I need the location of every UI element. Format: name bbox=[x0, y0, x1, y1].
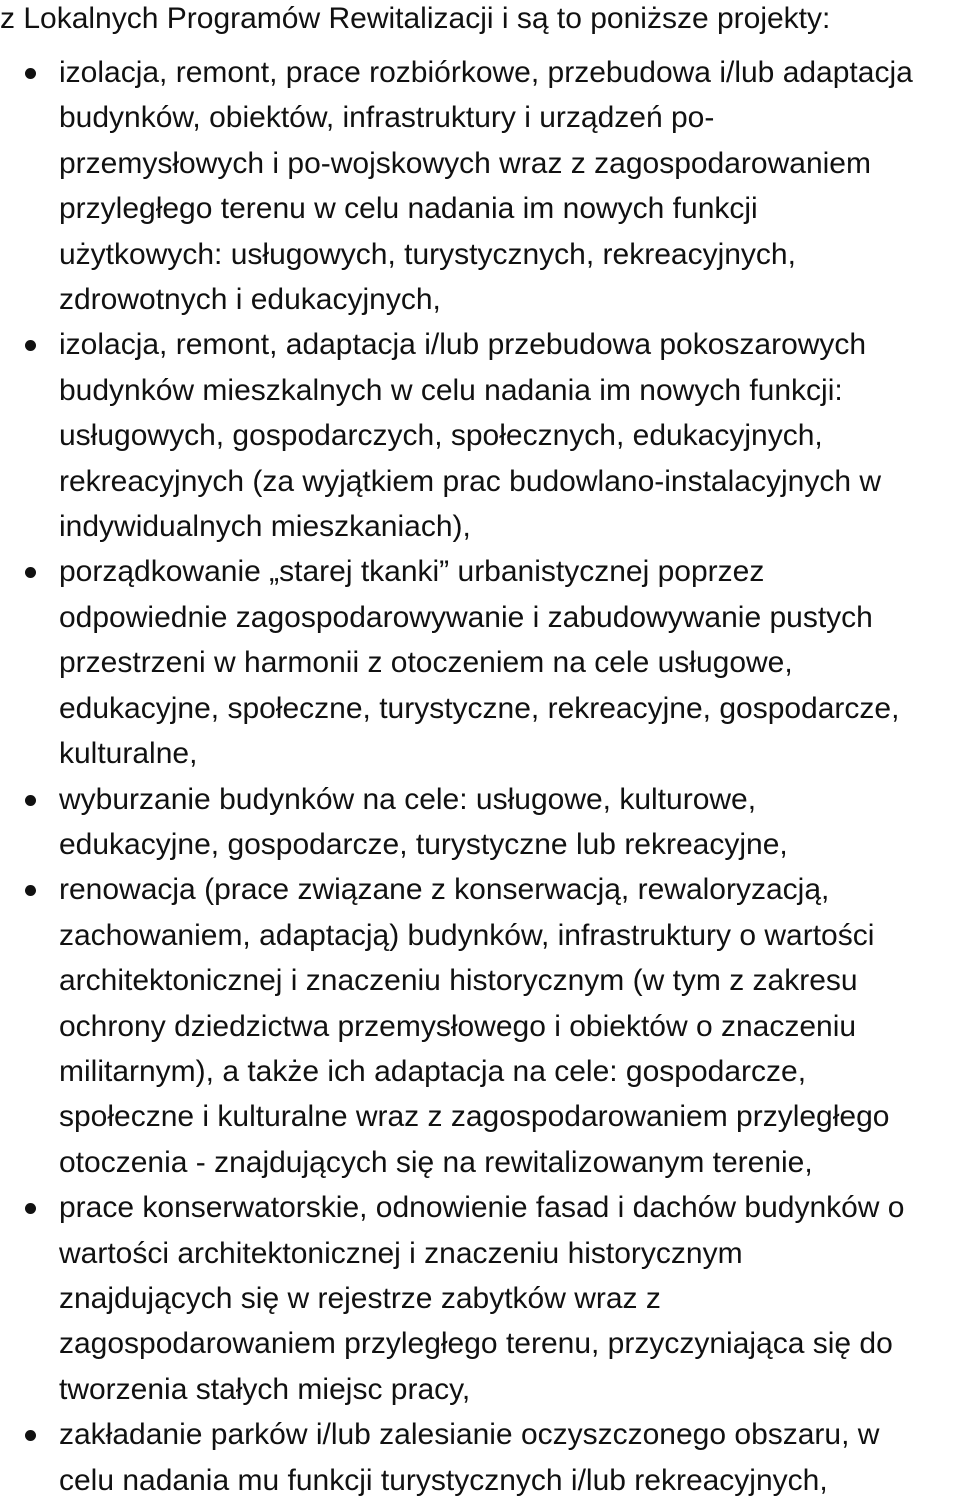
list-item-line: użytkowych: usługowych, turystycznych, rekreacyjnych, bbox=[59, 237, 796, 271]
bullet-icon bbox=[25, 1203, 36, 1214]
bullet-icon bbox=[25, 1430, 36, 1441]
list-item-line: izolacja, remont, adaptacja i/lub przebudowa pokoszarowych bbox=[59, 328, 867, 362]
list-item-line: kulturalne, bbox=[59, 737, 198, 771]
list-item-line: przyległego terenu w celu nadania im nowych funkcji bbox=[59, 192, 758, 226]
list-item-line: porządkowanie „starej tkanki” urbanistycznej poprzez bbox=[59, 555, 765, 589]
bullet-icon bbox=[25, 885, 36, 896]
list-item-line: edukacyjne, gospodarcze, turystyczne lub rekreacyjne, bbox=[59, 827, 788, 861]
list-item-line: przestrzeni w harmonii z otoczeniem na cele usługowe, bbox=[59, 646, 793, 680]
list-item-line: zakładanie parków i/lub zalesianie oczyszczonego obszaru, w bbox=[59, 1418, 880, 1452]
bullet-icon bbox=[25, 795, 36, 806]
list-item bbox=[0, 549, 960, 776]
list-item-line: edukacyjne, społeczne, turystyczne, rekreacyjne, gospodarcze, bbox=[59, 691, 900, 725]
list-item-line: znajdujących się w rejestrze zabytków wraz z bbox=[59, 1281, 661, 1315]
bullet-icon bbox=[25, 68, 36, 79]
list-item-line: architektonicznej i znaczeniu historycznym (w tym z zakresu bbox=[59, 964, 858, 998]
list-item-line: budynków mieszkalnych w celu nadania im nowych funkcji: bbox=[59, 373, 843, 407]
list-item bbox=[0, 50, 960, 322]
list-item bbox=[0, 1185, 960, 1412]
list-item bbox=[0, 1412, 960, 1503]
intro-text: z Lokalnych Programów Rewitalizacji i są to poniższe projekty: bbox=[0, 2, 831, 35]
list-item-line: renowacja (prace związane z konserwacją, rewaloryzacją, bbox=[59, 873, 830, 907]
list-item-line: zagospodarowaniem przyległego terenu, przyczyniająca się do bbox=[59, 1327, 893, 1361]
list-item-line: indywidualnych mieszkaniach), bbox=[59, 510, 471, 544]
list-item-line: zachowaniem, adaptacją) budynków, infrastruktury o wartości bbox=[59, 918, 875, 952]
list-item-line: ochrony dziedzictwa przemysłowego i obiektów o znaczeniu bbox=[59, 1009, 857, 1043]
list-item-line: zdrowotnych i edukacyjnych, bbox=[59, 283, 441, 317]
bullet-icon bbox=[25, 340, 36, 351]
list-item-line: militarnym), a także ich adaptacja na cele: gospodarcze, bbox=[59, 1054, 807, 1088]
list-item-line: przemysłowych i po-wojskowych wraz z zagospodarowaniem bbox=[59, 146, 871, 180]
list-item-line: odpowiednie zagospodarowywanie i zabudowywanie pustych bbox=[59, 600, 873, 634]
list-item-line: wyburzanie budynków na cele: usługowe, kulturowe, bbox=[59, 782, 757, 816]
list-item-line: tworzenia stałych miejsc pracy, bbox=[59, 1372, 471, 1406]
list-item-line: izolacja, remont, prace rozbiórkowe, przebudowa i/lub adaptacja bbox=[59, 56, 913, 89]
list-item-line: otoczenia - znajdujących się na rewitalizowanym terenie, bbox=[59, 1145, 813, 1179]
list-item bbox=[0, 867, 960, 1185]
list-item-line: celu nadania mu funkcji turystycznych i/lub rekreacyjnych, bbox=[59, 1463, 828, 1497]
list-item bbox=[0, 777, 960, 868]
list-item-line: budynków, obiektów, infrastruktury i urządzeń po- bbox=[59, 101, 715, 135]
list-item-line: prace konserwatorskie, odnowienie fasad i dachów budynków o bbox=[59, 1191, 905, 1225]
list-item-line: wartości architektonicznej i znaczeniu historycznym bbox=[59, 1236, 743, 1270]
list-item-line: rekreacyjnych (za wyjątkiem prac budowlano-instalacyjnych w bbox=[59, 464, 881, 498]
project-list bbox=[0, 50, 960, 1503]
list-item bbox=[0, 322, 960, 549]
list-item-line: usługowych, gospodarczych, społecznych, edukacyjnych, bbox=[59, 419, 823, 453]
list-item-line: społeczne i kulturalne wraz z zagospodarowaniem przyległego bbox=[59, 1100, 890, 1134]
bullet-icon bbox=[25, 567, 36, 578]
